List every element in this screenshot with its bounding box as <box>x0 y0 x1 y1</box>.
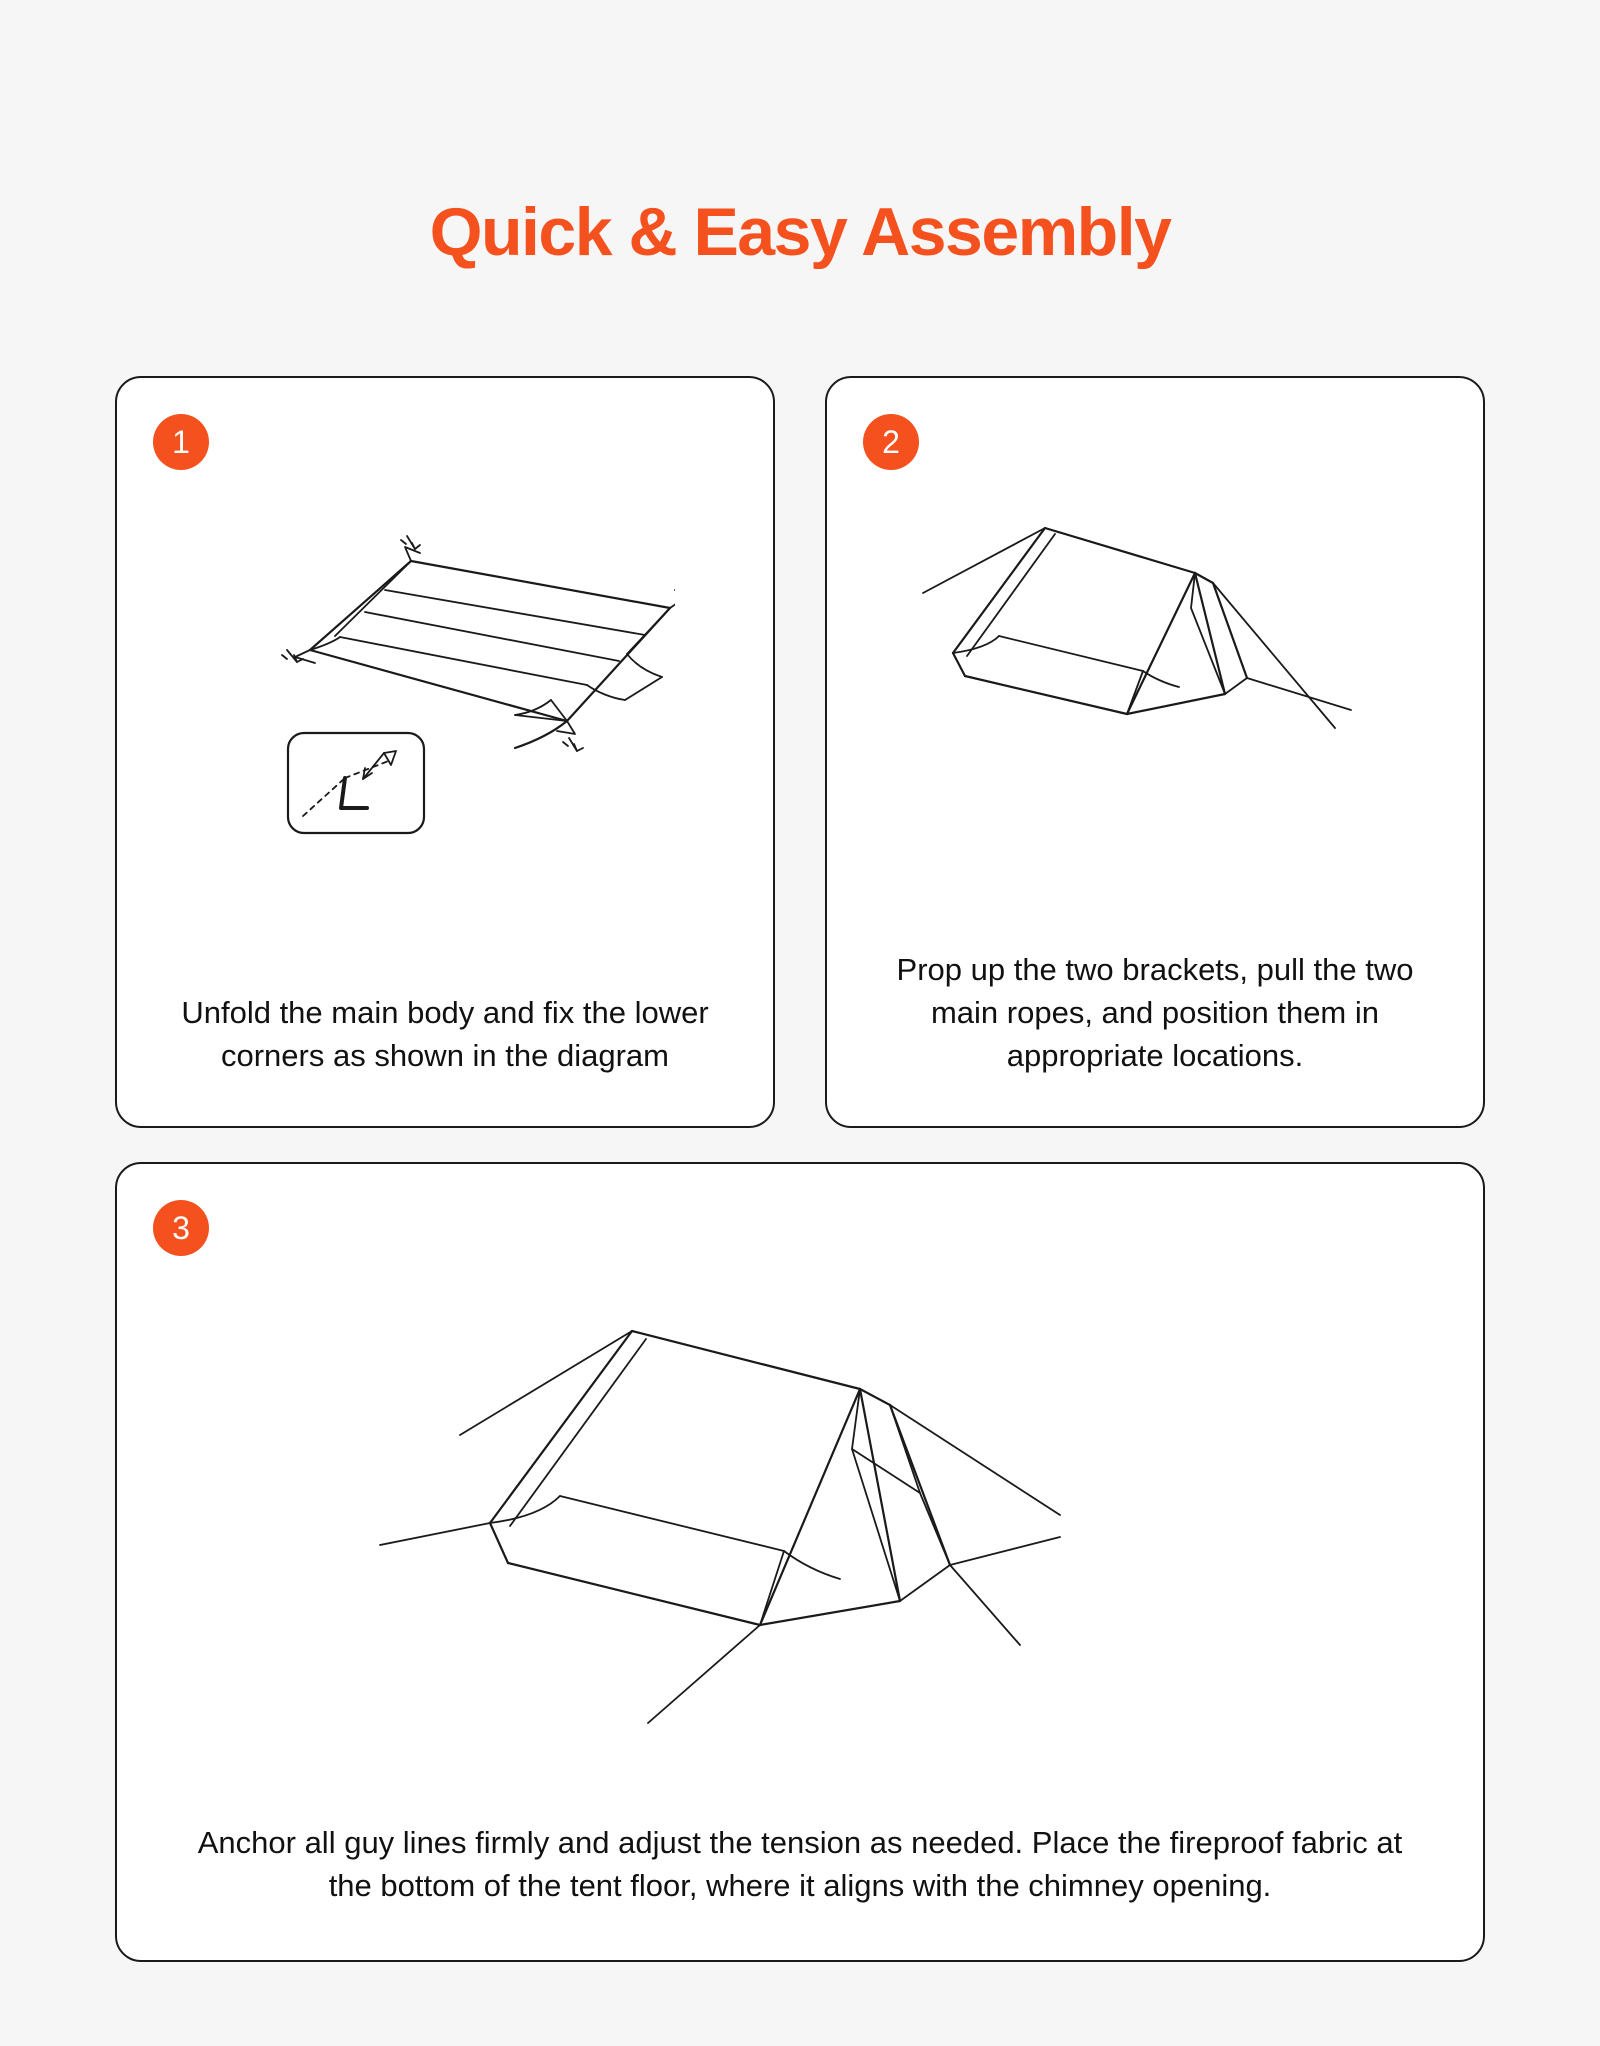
step-number-badge-1: 1 <box>153 414 209 470</box>
step-card-2 <box>825 376 1485 1128</box>
step-caption-3: Anchor all guy lines firmly and adjust the tension as needed. Place the fireproof fabric at the bottom of the tent floor, where it aligns with the chimney opening. <box>197 1825 1403 1903</box>
stake-arrow-top <box>401 536 420 549</box>
tent-pitched-icon <box>360 1253 1240 1733</box>
tent-propped-icon <box>895 498 1415 828</box>
steps-top-row <box>115 376 1485 1128</box>
step-illustration-3 <box>117 1164 1483 1822</box>
assembly-instructions-page <box>0 46 1600 2046</box>
tent-flat-unfolded-icon <box>215 520 675 850</box>
step-caption-2: Prop up the two brackets, pull the two main ropes, and position them in appropriate locations. <box>896 952 1414 1073</box>
step-caption-1: Unfold the main body and fix the lower corners as shown in the diagram <box>181 995 709 1073</box>
stake-arrow-bottom <box>563 738 583 751</box>
step-illustration-1 <box>117 378 773 992</box>
step-card-1 <box>115 376 775 1128</box>
step-number-badge-3: 3 <box>153 1200 209 1256</box>
step-number-badge-2: 2 <box>863 414 919 470</box>
step-card-3 <box>115 1162 1485 1962</box>
page-title: Quick & Easy Assembly <box>429 193 1171 270</box>
stake-arrow-left <box>282 650 303 662</box>
step-illustration-2 <box>827 378 1483 950</box>
